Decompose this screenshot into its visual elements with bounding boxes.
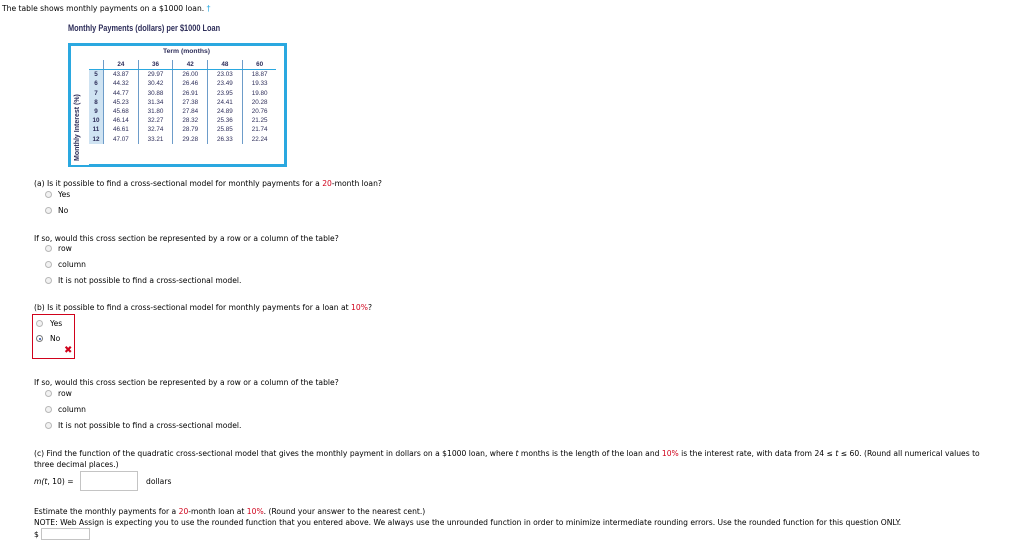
payment-cell: 19.80 xyxy=(242,89,276,98)
intro-sentence: The table shows monthly payments on a $1000 loan. xyxy=(2,4,205,13)
estimate-highlight-1: 20 xyxy=(178,507,189,516)
table-row xyxy=(89,89,276,98)
part-b-column-label[interactable]: column xyxy=(58,405,86,414)
part-a-column-radio[interactable] xyxy=(45,261,52,268)
table-row xyxy=(89,125,276,134)
part-b-yes-label[interactable]: Yes xyxy=(50,319,63,328)
payment-cell: 30.88 xyxy=(138,89,173,98)
payment-cell: 45.68 xyxy=(104,107,139,116)
term-column-header: 60 xyxy=(242,60,276,70)
function-var: t xyxy=(44,477,48,486)
table-row xyxy=(89,135,276,144)
rate-cell: 9 xyxy=(89,107,104,116)
interest-axis-label: Monthly Interest (%) xyxy=(74,94,81,161)
payment-cell: 21.74 xyxy=(242,125,276,134)
term-column-header: 42 xyxy=(173,60,208,70)
estimate-text-1: Estimate the monthly payments for a xyxy=(34,507,179,516)
corner-cell xyxy=(89,60,104,70)
function-name: m( xyxy=(34,477,45,486)
part-a-yes-radio[interactable] xyxy=(45,191,52,198)
part-b-text-end: ? xyxy=(367,303,372,312)
estimate-note: NOTE: Web Assign is expecting you to use the rounded function that you entered above. We always use the unrounded function in order to minimize intermediate rounding errors. Use the rounded function for this question ONLY. xyxy=(34,518,902,527)
payment-cell: 20.28 xyxy=(242,98,276,107)
part-b-yes-radio[interactable] xyxy=(36,320,43,327)
payment-cell: 29.97 xyxy=(138,70,173,80)
part-b-text: (b) Is it possible to find a cross-sectional model for monthly payments for a loan at xyxy=(34,303,352,312)
rate-cell: 10 xyxy=(89,116,104,125)
part-b-highlight: 10% xyxy=(351,303,368,312)
payment-cell: 26.91 xyxy=(173,89,208,98)
payment-cell: 25.85 xyxy=(208,125,243,134)
rate-cell: 7 xyxy=(89,89,104,98)
payment-cell: 18.87 xyxy=(242,70,276,80)
part-c-var-t: t xyxy=(515,449,519,458)
estimate-text-2: -month loan at xyxy=(188,507,247,516)
function-answer-input[interactable] xyxy=(80,471,138,491)
part-a-no-label[interactable]: No xyxy=(58,206,69,215)
payment-cell: 23.49 xyxy=(208,79,243,88)
payment-cell: 43.87 xyxy=(104,70,139,80)
payment-cell: 30.42 xyxy=(138,79,173,88)
rate-cell: 6 xyxy=(89,79,104,88)
payment-cell: 20.76 xyxy=(242,107,276,116)
term-column-header: 48 xyxy=(208,60,243,70)
payment-cell: 32.74 xyxy=(138,125,173,134)
footnote-dagger-link[interactable]: † xyxy=(206,4,211,13)
payment-cell: 27.38 xyxy=(173,98,208,107)
part-a-column-label[interactable]: column xyxy=(58,260,86,269)
payment-cell: 21.25 xyxy=(242,116,276,125)
part-a-notpossible-radio[interactable] xyxy=(45,277,52,284)
part-a-notpossible-label[interactable]: It is not possible to find a cross-sectional model. xyxy=(58,276,242,285)
term-header: Term (months) xyxy=(162,48,211,55)
part-b-notpossible-label[interactable]: It is not possible to find a cross-sectional model. xyxy=(58,421,242,430)
rate-cell: 12 xyxy=(89,135,104,144)
part-b-followup: If so, would this cross section be represented by a row or a column of the table? xyxy=(34,378,339,387)
part-b-notpossible-radio[interactable] xyxy=(45,422,52,429)
currency-symbol: $ xyxy=(34,530,39,539)
rate-cell: 8 xyxy=(89,98,104,107)
part-a-text-end: -month loan? xyxy=(331,179,382,188)
payment-cell: 46.14 xyxy=(104,116,139,125)
part-a-row-label[interactable]: row xyxy=(58,244,72,253)
payment-cell: 47.07 xyxy=(104,135,139,144)
payment-cell: 24.89 xyxy=(208,107,243,116)
payment-cell: 26.33 xyxy=(208,135,243,144)
term-column-header: 24 xyxy=(104,60,139,70)
function-unit: dollars xyxy=(146,477,172,486)
payment-cell: 33.21 xyxy=(138,135,173,144)
payment-cell: 28.79 xyxy=(173,125,208,134)
part-b-question xyxy=(34,303,372,312)
part-c-question xyxy=(34,449,980,458)
incorrect-icon: ✖ xyxy=(64,345,73,356)
part-b-row-radio[interactable] xyxy=(45,390,52,397)
part-c-question-line2: three decimal places.) xyxy=(34,460,119,469)
function-args: , 10) = xyxy=(47,477,74,486)
part-c-text-4: ≤ 60. (Round all numerical values to xyxy=(838,449,980,458)
payment-cell: 45.23 xyxy=(104,98,139,107)
part-c-text-1: (c) Find the function of the quadratic cross-sectional model that gives the monthly payment in dollars on a $1000 loan, where xyxy=(34,449,516,458)
part-c-var-t2: t xyxy=(835,449,839,458)
table-row xyxy=(89,98,276,107)
estimate-text-3: . (Round your answer to the nearest cent.) xyxy=(263,507,426,516)
intro-text xyxy=(2,4,210,13)
part-a-question xyxy=(34,179,382,188)
part-b-column-radio[interactable] xyxy=(45,406,52,413)
payment-cell: 26.00 xyxy=(173,70,208,80)
part-a-text: (a) Is it possible to find a cross-sectional model for monthly payments for a xyxy=(34,179,323,188)
part-b-row-label[interactable]: row xyxy=(58,389,72,398)
part-a-yes-label[interactable]: Yes xyxy=(58,190,71,199)
part-c-text-2: months is the length of the loan and xyxy=(518,449,662,458)
payment-cell: 44.32 xyxy=(104,79,139,88)
payment-cell: 25.36 xyxy=(208,116,243,125)
table-header-row xyxy=(89,60,276,70)
table-row xyxy=(89,116,276,125)
table-row xyxy=(89,79,276,88)
payment-cell: 28.32 xyxy=(173,116,208,125)
table-title: Monthly Payments (dollars) per $1000 Loan xyxy=(68,23,221,33)
part-a-no-radio[interactable] xyxy=(45,207,52,214)
table-row xyxy=(89,70,276,80)
part-c-text-3: is the interest rate, with data from 24 ≤ xyxy=(678,449,836,458)
rate-cell: 5 xyxy=(89,70,104,80)
payment-cell: 31.80 xyxy=(138,107,173,116)
payment-cell: 24.41 xyxy=(208,98,243,107)
part-a-row-radio[interactable] xyxy=(45,245,52,252)
function-label xyxy=(34,477,74,486)
payment-cell: 32.27 xyxy=(138,116,173,125)
payment-cell: 23.03 xyxy=(208,70,243,80)
table-row xyxy=(89,107,276,116)
term-column-header: 36 xyxy=(138,60,173,70)
part-c-highlight: 10% xyxy=(661,449,679,458)
payments-grid xyxy=(89,60,276,144)
payment-cell: 19.33 xyxy=(242,79,276,88)
part-a-highlight: 20 xyxy=(322,179,332,188)
payment-cell: 23.95 xyxy=(208,89,243,98)
rate-cell: 11 xyxy=(89,125,104,134)
interest-label-strip xyxy=(71,83,89,165)
payments-table xyxy=(68,43,287,167)
estimate-answer-input[interactable] xyxy=(41,528,90,540)
payment-cell: 26.46 xyxy=(173,79,208,88)
payment-cell: 29.28 xyxy=(173,135,208,144)
part-b-no-label[interactable]: No xyxy=(50,334,61,343)
part-a-followup: If so, would this cross section be represented by a row or a column of the table? xyxy=(34,234,339,243)
estimate-question xyxy=(34,507,425,516)
estimate-highlight-2: 10% xyxy=(246,507,264,516)
payment-cell: 46.61 xyxy=(104,125,139,134)
payment-cell: 44.77 xyxy=(104,89,139,98)
payment-cell: 31.34 xyxy=(138,98,173,107)
payment-cell: 22.24 xyxy=(242,135,276,144)
payment-cell: 27.84 xyxy=(173,107,208,116)
part-b-no-radio[interactable] xyxy=(36,335,43,342)
